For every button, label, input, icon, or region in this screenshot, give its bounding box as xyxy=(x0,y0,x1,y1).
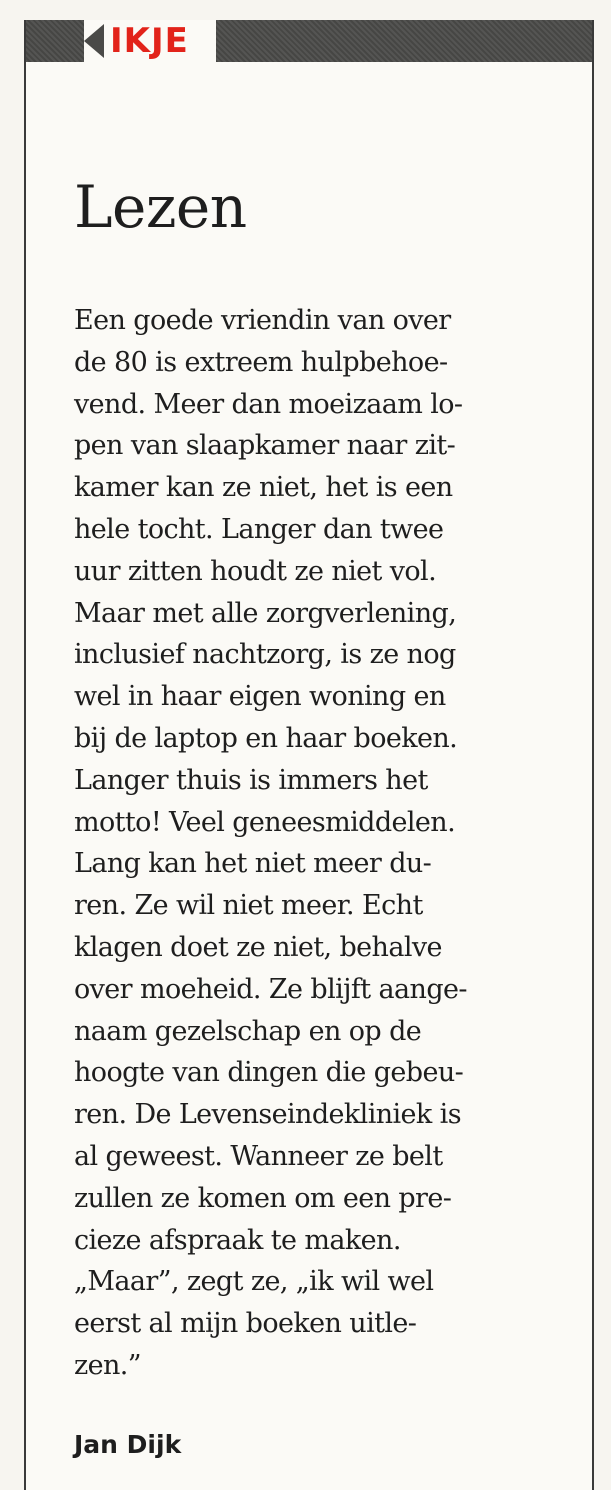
body-line: ren. Ze wil niet meer. Echt xyxy=(74,890,423,922)
body-line: hoogte van dingen die gebeu- xyxy=(74,1057,464,1089)
body-line: ren. De Levenseindekliniek is xyxy=(74,1099,461,1131)
body-line: de 80 is extreem hulpbehoe- xyxy=(74,346,448,378)
body-line: Lang kan het niet meer du- xyxy=(74,848,432,880)
body-line: inclusief nachtzorg, is ze nog xyxy=(74,639,456,671)
body-line: uur zitten houdt ze niet vol. xyxy=(74,555,437,587)
body-line: bij de laptop en haar boeken. xyxy=(74,722,458,754)
body-line: cieze afspraak te maken. xyxy=(74,1224,401,1256)
body-line: hele tocht. Langer dan twee xyxy=(74,513,444,545)
author-byline: Jan Dijk xyxy=(74,1430,182,1459)
body-line: over moeheid. Ze blijft aange- xyxy=(74,973,467,1005)
body-line: motto! Veel geneesmiddelen. xyxy=(74,806,456,838)
body-line: naam gezelschap en op de xyxy=(74,1015,422,1047)
body-line: Maar met alle zorgverlening, xyxy=(74,597,457,629)
article-body xyxy=(74,300,584,1387)
body-line: „Maar”, zegt ze, „ik wil wel xyxy=(74,1266,434,1298)
body-line: pen van slaapkamer naar zit- xyxy=(74,430,456,462)
body-line: kamer kan ze niet, het is een xyxy=(74,472,453,504)
article-title: Lezen xyxy=(74,173,247,241)
body-line: wel in haar eigen woning en xyxy=(74,681,446,713)
body-line: al geweest. Wanneer ze belt xyxy=(74,1140,443,1172)
article-column xyxy=(24,20,594,1490)
body-line: zen.” xyxy=(74,1349,141,1381)
body-line: vend. Meer dan moeizaam lo- xyxy=(74,388,463,420)
section-label: IKJE xyxy=(110,21,189,61)
body-line: klagen doet ze niet, behalve xyxy=(74,931,442,963)
chevron-left-icon xyxy=(84,24,104,58)
body-line: Een goede vriendin van over xyxy=(74,305,451,336)
body-line: eerst al mijn boeken uitle- xyxy=(74,1308,417,1340)
body-line: zullen ze komen om een pre- xyxy=(74,1182,452,1214)
body-line: Langer thuis is immers het xyxy=(74,764,428,796)
